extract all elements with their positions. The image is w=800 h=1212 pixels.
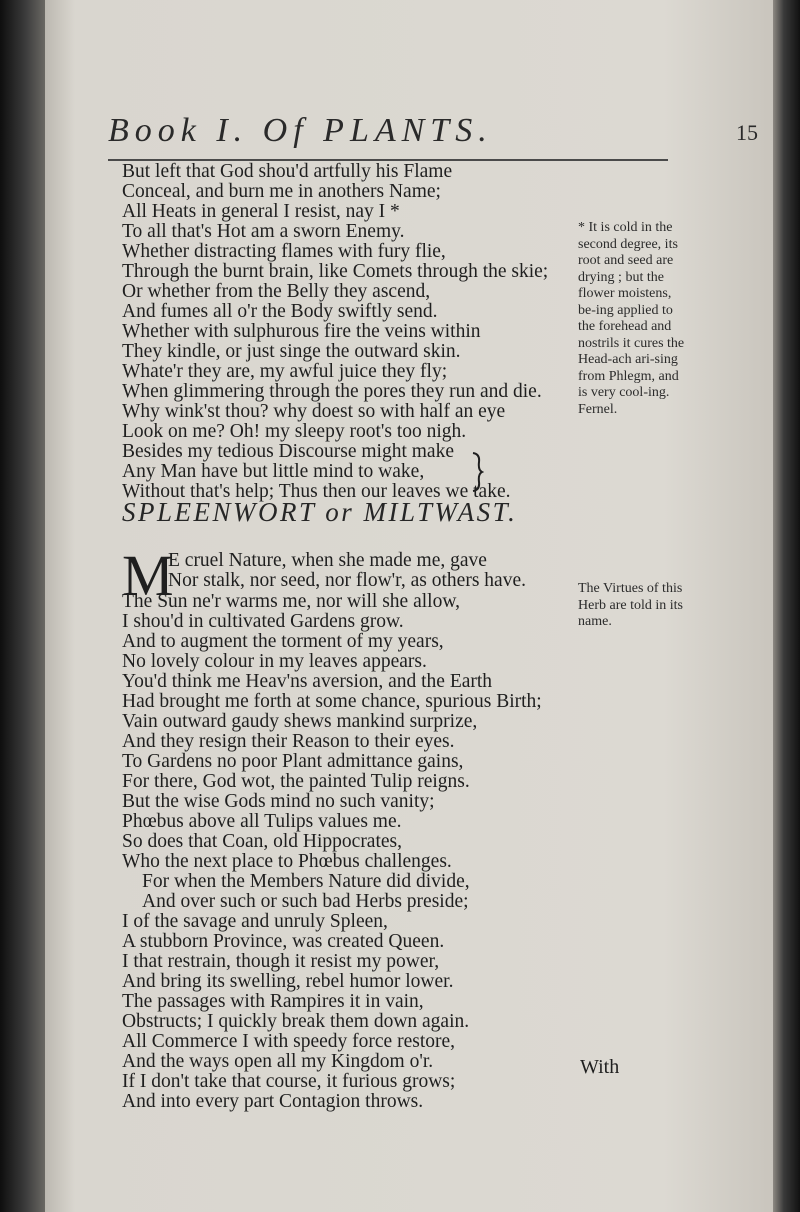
catchword: With: [580, 1056, 620, 1078]
verse-line: To all that's Hot am a sworn Enemy.: [122, 221, 405, 242]
verse-line: They kindle, or just singe the outward skin.: [122, 341, 461, 362]
verse-line: For there, God wot, the painted Tulip reigns.: [122, 771, 470, 792]
verse-line: And fumes all o'r the Body swiftly send.: [122, 301, 438, 322]
verse-line: So does that Coan, old Hippocrates,: [122, 831, 402, 852]
verse-line: I shou'd in cultivated Gardens grow.: [122, 611, 404, 632]
book-spine-shadow: [0, 0, 45, 1212]
drop-cap: M: [122, 543, 174, 608]
verse-line: Or whether from the Belly they ascend,: [122, 281, 431, 302]
page-number: 15: [736, 120, 758, 145]
verse-line: If I don't take that course, it furious grows;: [122, 1071, 456, 1092]
verse-line: And over such or such bad Herbs preside;: [142, 891, 469, 912]
marginal-note-virtues: The Virtues of this Herb are told in its name.: [578, 581, 683, 629]
verse-line: Phœbus above all Tulips values me.: [122, 811, 402, 832]
verse-line: Besides my tedious Discourse might make: [122, 441, 454, 462]
verse-line: No lovely colour in my leaves appears.: [122, 651, 427, 672]
verse-line: Conceal, and burn me in anothers Name;: [122, 181, 441, 202]
poem-first: [122, 162, 548, 502]
verse-line: All Commerce I with speedy force restore,: [122, 1031, 456, 1052]
verse-line: Vain outward gaudy shews mankind surprize,: [122, 711, 478, 732]
verse-line: And to augment the torment of my years,: [122, 631, 444, 652]
verse-line: A stubborn Province, was created Queen.: [122, 931, 445, 952]
verse-line: Why wink'st thou? why doest so with half an eye: [122, 401, 506, 422]
section-title: SPLEENWORT or MILTWAST.: [122, 497, 518, 527]
verse-line: Who the next place to Phœbus challenges.: [122, 851, 452, 872]
verse-line: To Gardens no poor Plant admittance gains,: [122, 751, 464, 772]
verse-line: And bring its swelling, rebel humor lower.: [122, 971, 454, 992]
verse-line: Nor stalk, nor seed, nor flow'r, as others have.: [168, 570, 526, 591]
verse-line: Obstructs; I quickly break them down again.: [122, 1011, 470, 1032]
verse-line: Whether with sulphurous fire the veins within: [122, 321, 481, 342]
verse-line: Without that's help; Thus then our leaves we take.: [122, 481, 511, 502]
running-head: [108, 112, 768, 154]
running-head-title: Book I. Of PLANTS.: [108, 112, 493, 149]
verse-line: I that restrain, though it resist my power,: [122, 951, 440, 972]
verse-line: Any Man have but little mind to wake,: [122, 461, 425, 482]
verse-line: Had brought me forth at some chance, spurious Birth;: [122, 691, 542, 712]
page-edge-shadow: [773, 0, 800, 1212]
poem-second-opening: [168, 551, 526, 591]
verse-line: And into every part Contagion throws.: [122, 1091, 424, 1112]
verse-line: Look on me? Oh! my sleepy root's too nigh.: [122, 421, 467, 442]
verse-line: And they resign their Reason to their eyes.: [122, 731, 455, 752]
verse-line: Whether distracting flames with fury flie,: [122, 241, 446, 262]
verse-line: I of the savage and unruly Spleen,: [122, 911, 388, 932]
verse-line: For when the Members Nature did divide,: [142, 871, 470, 892]
poem-second: [122, 592, 542, 1112]
marginal-note-cold: * It is cold in the second degree, its root and seed are drying ; but the flower moistens, be-ing applied to the forehead and nostrils it cures the Head-ach ari-sing from Phlegm, and is very cool-ing. Fernel.: [578, 220, 685, 417]
verse-line: But left that God shou'd artfully his Flame: [122, 161, 453, 182]
verse-line: When glimmering through the pores they run and die.: [122, 381, 542, 402]
triplet-brace: [470, 452, 484, 492]
verse-line: And the ways open all my Kingdom o'r.: [122, 1051, 434, 1072]
verse-line: The passages with Rampires it in vain,: [122, 991, 424, 1012]
verse-line: But the wise Gods mind no such vanity;: [122, 791, 435, 812]
verse-line: E cruel Nature, when she made me, gave: [168, 550, 487, 571]
verse-line: All Heats in general I resist, nay I *: [122, 201, 400, 222]
verse-line: Whate'r they are, my awful juice they fly;: [122, 361, 448, 382]
verse-line: The Sun ne'r warms me, nor will she allow,: [122, 591, 461, 612]
verse-line: You'd think me Heav'ns aversion, and the Earth: [122, 671, 493, 692]
verse-line: Through the burnt brain, like Comets through the skie;: [122, 261, 549, 282]
